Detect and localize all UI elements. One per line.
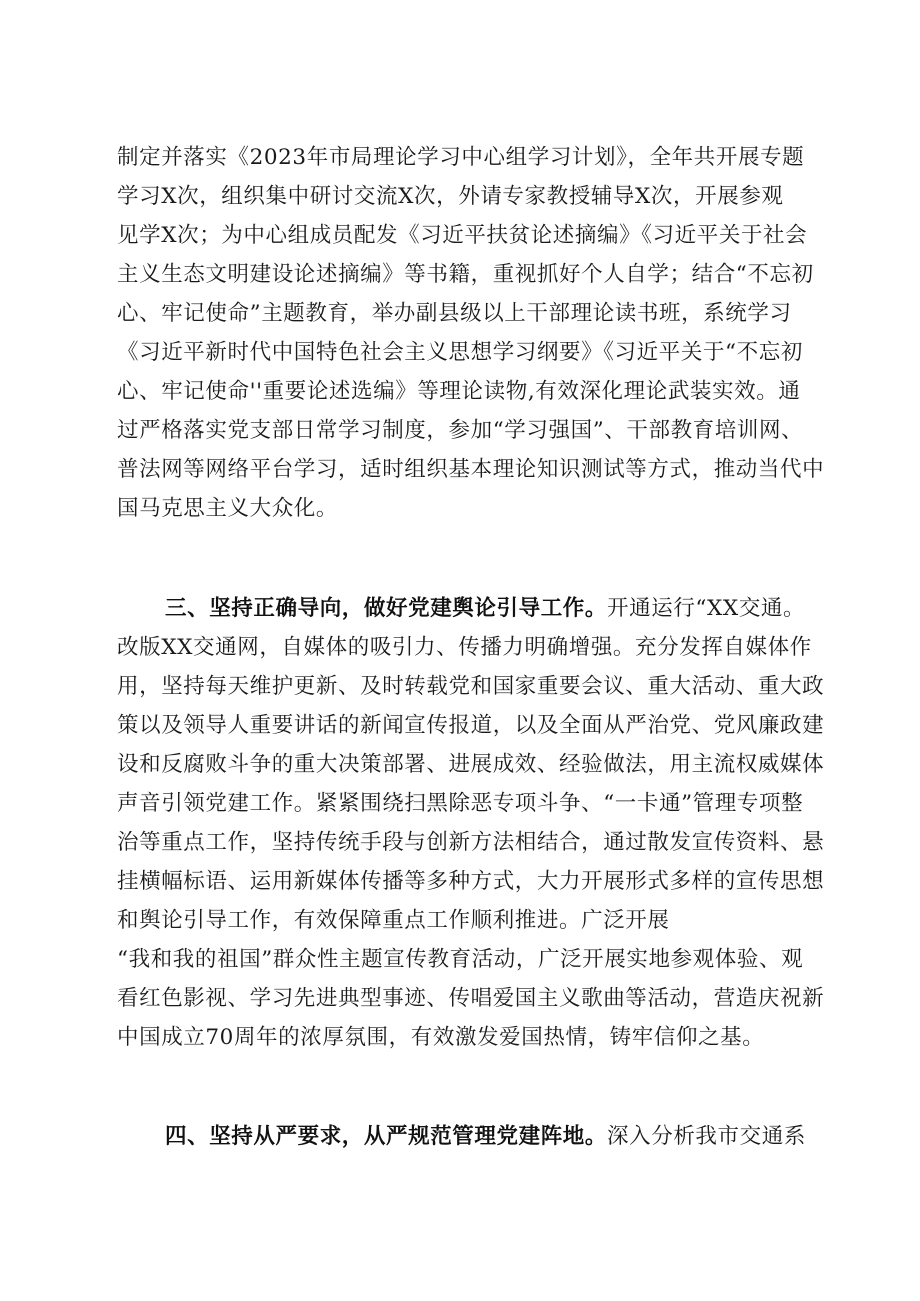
paragraph-2-line-1-rest: 开通运行“XX交通。	[607, 596, 806, 621]
paragraph-2-line-4: 策以及领导人重要讲话的新闻宣传报道，以及全面从严治党、党风廉政建	[117, 713, 825, 738]
paragraph-1-line-6: 《习近平新时代中国特色社会主义思想学习纲要》《习近平关于“不忘初	[117, 340, 803, 365]
paragraph-1-line-10: 国马克思主义大众化。	[117, 496, 339, 521]
paragraph-2-line-5: 设和反腐败斗争的重大决策部署、进展成效、经验做法，用主流权威媒体	[117, 752, 825, 777]
paragraph-2-line-2: 改版XX交通网，自媒体的吸引力、传播力明确增强。充分发挥自媒体作	[117, 635, 812, 660]
paragraph-1-line-3: 见学X次；为中心组成员配发《习近平扶贫论述摘编》《习近平关于社会	[117, 223, 808, 248]
paragraph-1-line-9: 普法网等网络平台学习，适时组织基本理论知识测试等方式，推动当代中	[117, 457, 825, 482]
paragraph-3-line-1	[165, 1123, 806, 1151]
paragraph-2-line-6: 声音引领党建工作。紧紧围绕扫黑除恶专项斗争、“一卡通”管理专项整	[117, 791, 804, 816]
paragraph-2-line-8: 挂横幅标语、运用新媒体传播等多种方式，大力开展形式多样的宣传思想	[117, 869, 825, 894]
section-4-heading: 四、坚持从严要求，从严规范管理党建阵地。	[165, 1124, 608, 1149]
paragraph-2-line-1	[165, 595, 805, 623]
paragraph-1-line-5: 心、牢记使命”主题教育，举办副县级以上干部理论读书班，系统学习	[117, 301, 792, 326]
paragraph-2-line-12: 中国成立70周年的浓厚氛围，有效激发爱国热情，铸牢信仰之基。	[117, 1025, 765, 1050]
paragraph-3-line-1-rest: 深入分析我市交通系	[607, 1124, 806, 1149]
paragraph-1-line-8: 过严格落实党支部日常学习制度，参加“学习强国”、干部教育培训网、	[117, 418, 804, 443]
section-3-heading: 三、坚持正确导向，做好党建舆论引导工作。	[165, 596, 608, 621]
paragraph-2-line-11: 看红色影视、学习先进典型事迹、传唱爱国主义歌曲等活动，营造庆祝新	[117, 986, 825, 1011]
paragraph-2-line-9: 和舆论引导工作，有效保障重点工作顺利推进。广泛开展	[117, 908, 670, 933]
paragraph-1-line-2: 学习X次，组织集中研讨交流X次，外请专家教授辅导X次，开展参观	[117, 184, 784, 209]
paragraph-1-line-7: 心、牢记使命''重要论述选编》等理论读物,有效深化理论武装实效。通	[117, 379, 801, 404]
paragraph-1-line-4: 主义生态文明建设论述摘编》等书籍，重视抓好个人自学；结合“不忘初	[117, 262, 814, 287]
paragraph-2-line-10: “我和我的祖国”群众性主题宣传教育活动，广泛开展实地参观体验、观	[117, 947, 804, 972]
paragraph-1-line-1: 制定并落实《2023年市局理论学习中心组学习计划》，全年共开展专题	[117, 145, 805, 170]
paragraph-2-line-7: 治等重点工作，坚持传统手段与创新方法相结合，通过散发宣传资料、悬	[117, 830, 825, 855]
paragraph-2-line-3: 用，坚持每天维护更新、及时转载党和国家重要会议、重大活动、重大政	[117, 674, 825, 699]
